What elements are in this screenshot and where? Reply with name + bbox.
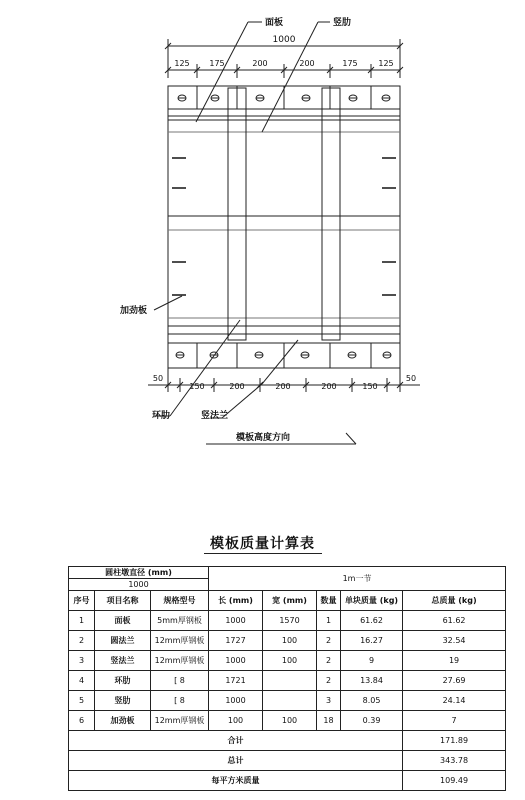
row-width: 1570	[263, 611, 317, 631]
row-total-mass: 24.14	[403, 691, 506, 711]
diameter-value: 1000	[69, 579, 209, 591]
stiffener-plates	[172, 158, 396, 295]
top-dim-5: 175	[342, 59, 358, 68]
row-unit-mass: 8.05	[341, 691, 403, 711]
row-qty: 3	[317, 691, 341, 711]
vertical-rib-right	[322, 88, 340, 340]
top-dim-4: 200	[299, 59, 315, 68]
row-spec: 12mm厚钢板	[151, 651, 209, 671]
diameter-label: 圆柱墩直径 (mm)	[69, 567, 209, 579]
row-no: 3	[69, 651, 95, 671]
row-spec: [ 8	[151, 671, 209, 691]
bottom-flange	[168, 343, 400, 368]
summary-row-per-sqm	[69, 771, 506, 791]
row-total-mass: 19	[403, 651, 506, 671]
top-dim-3: 200	[252, 59, 268, 68]
header-diameter-row	[69, 567, 506, 579]
table-row	[69, 671, 506, 691]
row-unit-mass: 16.27	[341, 631, 403, 651]
row-name: 圆法兰	[95, 631, 151, 651]
row-width: 100	[263, 711, 317, 731]
row-width	[263, 671, 317, 691]
row-spec: 5mm厚钢板	[151, 611, 209, 631]
row-no: 2	[69, 631, 95, 651]
summary-label: 每平方米质量	[69, 771, 403, 791]
top-total-dimension: 1000	[272, 35, 296, 45]
col-header-spec: 规格型号	[151, 591, 209, 611]
row-name: 加劲板	[95, 711, 151, 731]
leader-lines	[154, 22, 330, 418]
summary-label: 合计	[69, 731, 403, 751]
row-length: 1000	[209, 651, 263, 671]
row-no: 5	[69, 691, 95, 711]
row-unit-mass: 61.62	[341, 611, 403, 631]
mass-calculation-table	[68, 566, 506, 791]
row-length: 1727	[209, 631, 263, 651]
summary-row-subtotal	[69, 731, 506, 751]
row-no: 4	[69, 671, 95, 691]
row-qty: 2	[317, 631, 341, 651]
col-header-length: 长 (mm)	[209, 591, 263, 611]
row-name: 面板	[95, 611, 151, 631]
summary-value: 343.78	[403, 751, 506, 771]
col-header-name: 项目名称	[95, 591, 151, 611]
row-length: 100	[209, 711, 263, 731]
row-width: 100	[263, 631, 317, 651]
label-ring-rib: 环肋	[152, 411, 171, 421]
row-total-mass: 32.54	[403, 631, 506, 651]
bottom-dim-3: 200	[229, 382, 245, 391]
row-qty: 2	[317, 651, 341, 671]
row-spec: 12mm厚钢板	[151, 711, 209, 731]
label-height-direction: 模板高度方向	[236, 433, 291, 443]
bottom-dim-4: 200	[275, 382, 291, 391]
label-face-plate: 面板	[265, 18, 284, 28]
row-no: 6	[69, 711, 95, 731]
col-header-no: 序号	[69, 591, 95, 611]
summary-value: 171.89	[403, 731, 506, 751]
vertical-rib-left	[228, 88, 246, 340]
table-row	[69, 691, 506, 711]
col-header-total-mass: 总质量 (kg)	[403, 591, 506, 611]
bottom-dim-5: 200	[321, 382, 337, 391]
horizontal-ribs	[168, 116, 400, 334]
title-underline	[204, 553, 322, 554]
col-header-qty: 数量	[317, 591, 341, 611]
col-header-width: 宽 (mm)	[263, 591, 317, 611]
row-width: 100	[263, 651, 317, 671]
label-vertical-rib: 竖肋	[333, 18, 352, 28]
row-no: 1	[69, 611, 95, 631]
col-header-unit-mass: 单块质量 (kg)	[341, 591, 403, 611]
row-qty: 18	[317, 711, 341, 731]
row-qty: 1	[317, 611, 341, 631]
label-vertical-flange: 竖法兰	[201, 411, 229, 421]
top-dim-2: 175	[209, 59, 225, 68]
table-title: 模板质量计算表	[210, 536, 315, 552]
row-length: 1000	[209, 611, 263, 631]
row-length: 1000	[209, 691, 263, 711]
top-segment-dimensions	[165, 64, 403, 78]
row-total-mass: 61.62	[403, 611, 506, 631]
row-total-mass: 27.69	[403, 671, 506, 691]
label-stiffener: 加劲板	[120, 306, 148, 316]
table-row	[69, 611, 506, 631]
summary-value: 109.49	[403, 771, 506, 791]
row-unit-mass: 0.39	[341, 711, 403, 731]
bottom-dim-2: 150	[189, 382, 205, 391]
row-unit-mass: 13.84	[341, 671, 403, 691]
top-dim-6: 125	[378, 59, 394, 68]
bottom-dim-6: 150	[362, 382, 378, 391]
row-name: 竖肋	[95, 691, 151, 711]
row-length: 1721	[209, 671, 263, 691]
summary-row-total	[69, 751, 506, 771]
table-row	[69, 711, 506, 731]
top-dim-1: 125	[174, 59, 190, 68]
row-name: 环肋	[95, 671, 151, 691]
row-total-mass: 7	[403, 711, 506, 731]
row-unit-mass: 9	[341, 651, 403, 671]
bottom-dim-1: 50	[152, 374, 164, 383]
table-row	[69, 631, 506, 651]
row-name: 竖法兰	[95, 651, 151, 671]
table-row	[69, 651, 506, 671]
section-label: 1m一节	[209, 567, 506, 591]
bottom-dim-7: 50	[405, 374, 417, 383]
row-spec: 12mm厚钢板	[151, 631, 209, 651]
row-width	[263, 691, 317, 711]
summary-label: 总计	[69, 751, 403, 771]
row-spec: [ 8	[151, 691, 209, 711]
row-qty: 2	[317, 671, 341, 691]
column-header-row	[69, 591, 506, 611]
